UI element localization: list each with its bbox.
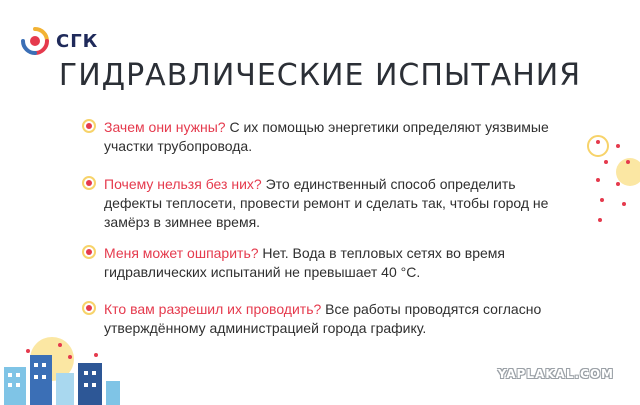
sgk-logo-icon	[20, 26, 50, 56]
qa-text	[104, 244, 552, 282]
qa-item-1	[82, 118, 552, 156]
brand-name: СГК	[56, 30, 99, 52]
bullet-dot-icon	[82, 119, 96, 133]
bullet-dot-icon	[82, 301, 96, 315]
answer-text: Это единственный способ определить дефекты теплосети, провести ремонт и сделать так, чтобы город не замёрз в зимнее время.	[104, 176, 549, 230]
bullet-dot-icon	[82, 245, 96, 259]
answer-text: С их помощью энергетики определяют уязвимые участки трубопровода.	[104, 119, 549, 154]
page-title: ГИДРАВЛИЧЕСКИЕ ИСПЫТАНИЯ	[58, 58, 582, 93]
qa-text	[104, 118, 552, 156]
brand-logo	[20, 26, 98, 56]
answer-text: Все работы проводятся согласно утверждённому администрацией города графику.	[104, 301, 542, 336]
qa-text	[104, 300, 552, 338]
question-text: Меня может ошпарить?	[104, 245, 259, 261]
qa-item-2	[82, 175, 552, 232]
watermark: YAPLAKAL.COM	[497, 367, 614, 381]
bullet-dot-icon	[82, 176, 96, 190]
qa-item-4	[82, 300, 552, 338]
qa-item-3	[82, 244, 552, 282]
answer-text: Нет. Вода в тепловых сетях во время гидравлических испытаний не превышает 40 °С.	[104, 245, 505, 280]
question-text: Почему нельзя без них?	[104, 176, 262, 192]
question-text: Кто вам разрешил их проводить?	[104, 301, 322, 317]
qa-text	[104, 175, 552, 232]
decorative-dots-icon	[584, 132, 640, 232]
city-illustration-icon	[0, 325, 120, 405]
question-text: Зачем они нужны?	[104, 119, 226, 135]
